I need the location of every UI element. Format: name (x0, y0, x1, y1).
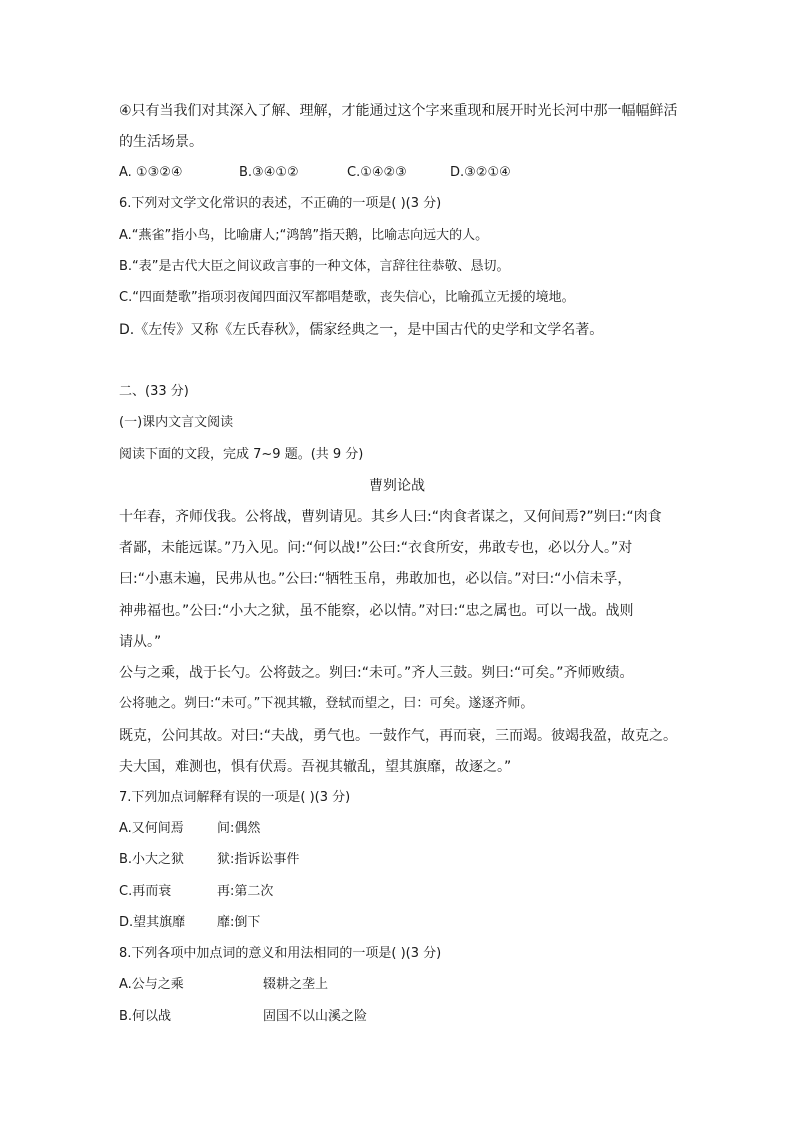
option-word: A.又何间焉 (119, 821, 184, 836)
question-6-option-a: A.“燕雀”指小鸟，比喻庸人;“鸿鹄”指天鹅，比喻志向远大的人。 (119, 228, 489, 243)
passage-line: 曰:“小惠未遍，民弗从也。”公曰:“牺牲玉帛，弗敢加也，必以信。”对曰:“小信未孚， (119, 571, 632, 587)
option-word: A.公与之乘 (119, 977, 184, 992)
item-4-line-2: 的生活场景。 (119, 134, 203, 150)
question-6-option-b: B.“表”是古代大臣之间议政言事的一种文体，言辞往往恭敬、恳切。 (119, 259, 510, 274)
option-definition: 再:第二次 (217, 884, 274, 899)
option-word: B.何以战 (119, 1009, 172, 1024)
passage-line: 者鄙，未能远谋。”乃入见。问:“何以战!”公曰:“衣食所安，弗敢专也，必以分人。”对 (119, 540, 633, 556)
option-a: A. ①③②④ (119, 165, 183, 180)
passage-line: 夫大国，难测也，惧有伏焉。吾视其辙乱，望其旗靡，故逐之。” (119, 759, 512, 775)
option-definition: 狱:指诉讼事件 (217, 852, 300, 867)
passage-line: 公将驰之。刿曰:“未可。”下视其辙，登轼而望之，曰：可矣。遂逐齐师。 (119, 696, 534, 711)
option-c: C.①④②③ (347, 165, 407, 180)
section-heading: 二、(33 分) (119, 384, 189, 399)
passage-line: 既克，公问其故。对曰:“夫战，勇气也。一鼓作气，再而衰，三而竭。彼竭我盈，故克之。 (119, 728, 677, 744)
option-word: B.小大之狱 (119, 852, 185, 867)
question-8-stem: 8.下列各项中加点词的意义和用法相同的一项是( )(3 分) (119, 946, 442, 961)
option-reference: 固国不以山溪之险 (263, 1009, 368, 1024)
reading-intro: 阅读下面的文段，完成 7~9 题。(共 9 分) (119, 447, 364, 462)
passage-title: 曹刿论战 (369, 478, 425, 494)
passage-line: 神弗福也。”公曰:“小大之狱，虽不能察，必以情。”对曰:“忠之属也。可以一战。战则 (119, 603, 634, 619)
question-6-option-c: C.“四面楚歌”指项羽夜闻四面汉军都唱楚歌，丧失信心，比喻孤立无援的境地。 (119, 290, 575, 305)
option-word: C.再而衰 (119, 884, 172, 899)
section-subheading: (一)课内文言文阅读 (119, 415, 234, 430)
option-word: D.望其旗靡 (119, 915, 186, 930)
passage-line: 公与之乘，战于长勺。公将鼓之。刿曰:“未可。”齐人三鼓。刿曰:“可矣。”齐师败绩。 (119, 665, 634, 681)
option-definition: 靡:倒下 (217, 915, 261, 930)
question-7-stem: 7.下列加点词解释有误的一项是( )(3 分) (119, 790, 351, 805)
option-d: D.③②①④ (450, 165, 511, 180)
item-4-line-1: ④只有当我们对其深入了解、理解，才能通过这个字来重现和展开时光长河中那一幅幅鲜活 (119, 103, 678, 119)
passage-line: 十年春，齐师伐我。公将战，曹刿请见。其乡人曰:“肉食者谋之，又何间焉?”刿曰:“肉食 (119, 509, 662, 525)
question-6-stem: 6.下列对文学文化常识的表述，不正确的一项是( )(3 分) (119, 196, 442, 211)
option-definition: 间:偶然 (217, 821, 261, 836)
passage-line: 请从。” (119, 634, 162, 650)
option-reference: 辍耕之垄上 (263, 977, 329, 992)
option-b: B.③④①② (239, 165, 299, 180)
question-6-option-d: D.《左传》又称《左氏春秋》，儒家经典之一，是中国古代的史学和文学名著。 (119, 322, 604, 338)
